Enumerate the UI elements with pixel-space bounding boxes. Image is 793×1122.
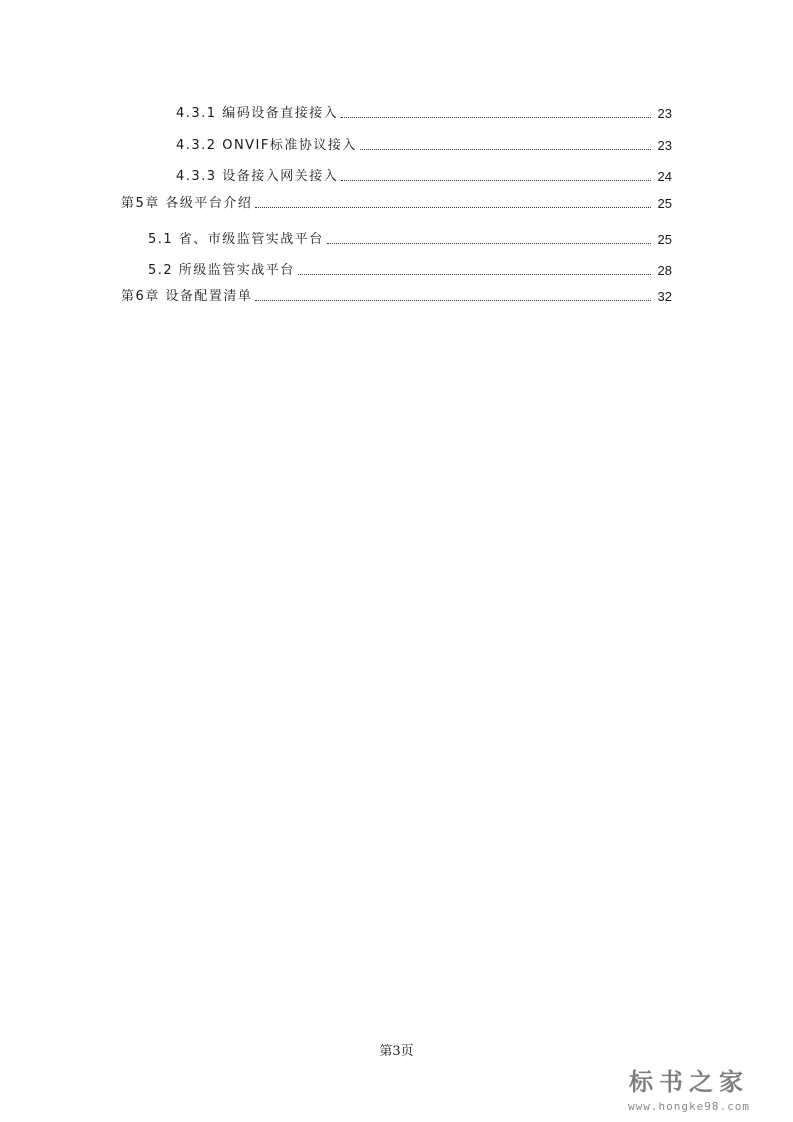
toc-entry-page: 25 [657, 196, 672, 211]
toc-leader-dots [360, 149, 651, 150]
watermark-url: www.hongke98.com [628, 1100, 750, 1113]
watermark-logo [609, 1068, 769, 1113]
toc-entry-page: 25 [657, 232, 672, 247]
toc-entry-chapter-5[interactable] [121, 192, 672, 212]
page-number-footer: 第3页 [379, 1044, 414, 1059]
toc-leader-dots [255, 207, 651, 208]
toc-entry-page: 28 [657, 263, 672, 278]
toc-leader-dots [298, 274, 651, 275]
toc-entry-5-2[interactable] [148, 259, 672, 279]
toc-entry-label: 第6章 设备配置清单 [121, 289, 253, 304]
toc-entry-4-3-1[interactable] [176, 102, 672, 122]
watermark-text: 标书之家 [629, 1068, 749, 1096]
toc-entry-label: 5.1 省、市级监管实战平台 [148, 232, 324, 247]
toc-entry-chapter-6[interactable] [121, 285, 672, 305]
toc-entry-5-1[interactable] [148, 228, 672, 248]
toc-leader-dots [341, 180, 651, 181]
toc-entry-4-3-2[interactable] [176, 134, 672, 154]
toc-entry-label: 第5章 各级平台介绍 [121, 196, 253, 211]
toc-entry-page: 23 [657, 106, 672, 121]
toc-leader-dots [327, 243, 651, 244]
toc-entry-page: 23 [657, 138, 672, 153]
toc-entry-label: 4.3.1 编码设备直接接入 [176, 106, 339, 121]
toc-entry-page: 24 [657, 169, 672, 184]
toc-leader-dots [341, 117, 651, 118]
toc-entry-label: 4.3.2 ONVIF标准协议接入 [176, 138, 357, 153]
toc-entry-label: 5.2 所级监管实战平台 [148, 263, 295, 278]
toc-leader-dots [255, 300, 651, 301]
toc-entry-label: 4.3.3 设备接入网关接入 [176, 169, 339, 184]
toc-entry-4-3-3[interactable] [176, 165, 672, 185]
toc-entry-page: 32 [657, 289, 672, 304]
